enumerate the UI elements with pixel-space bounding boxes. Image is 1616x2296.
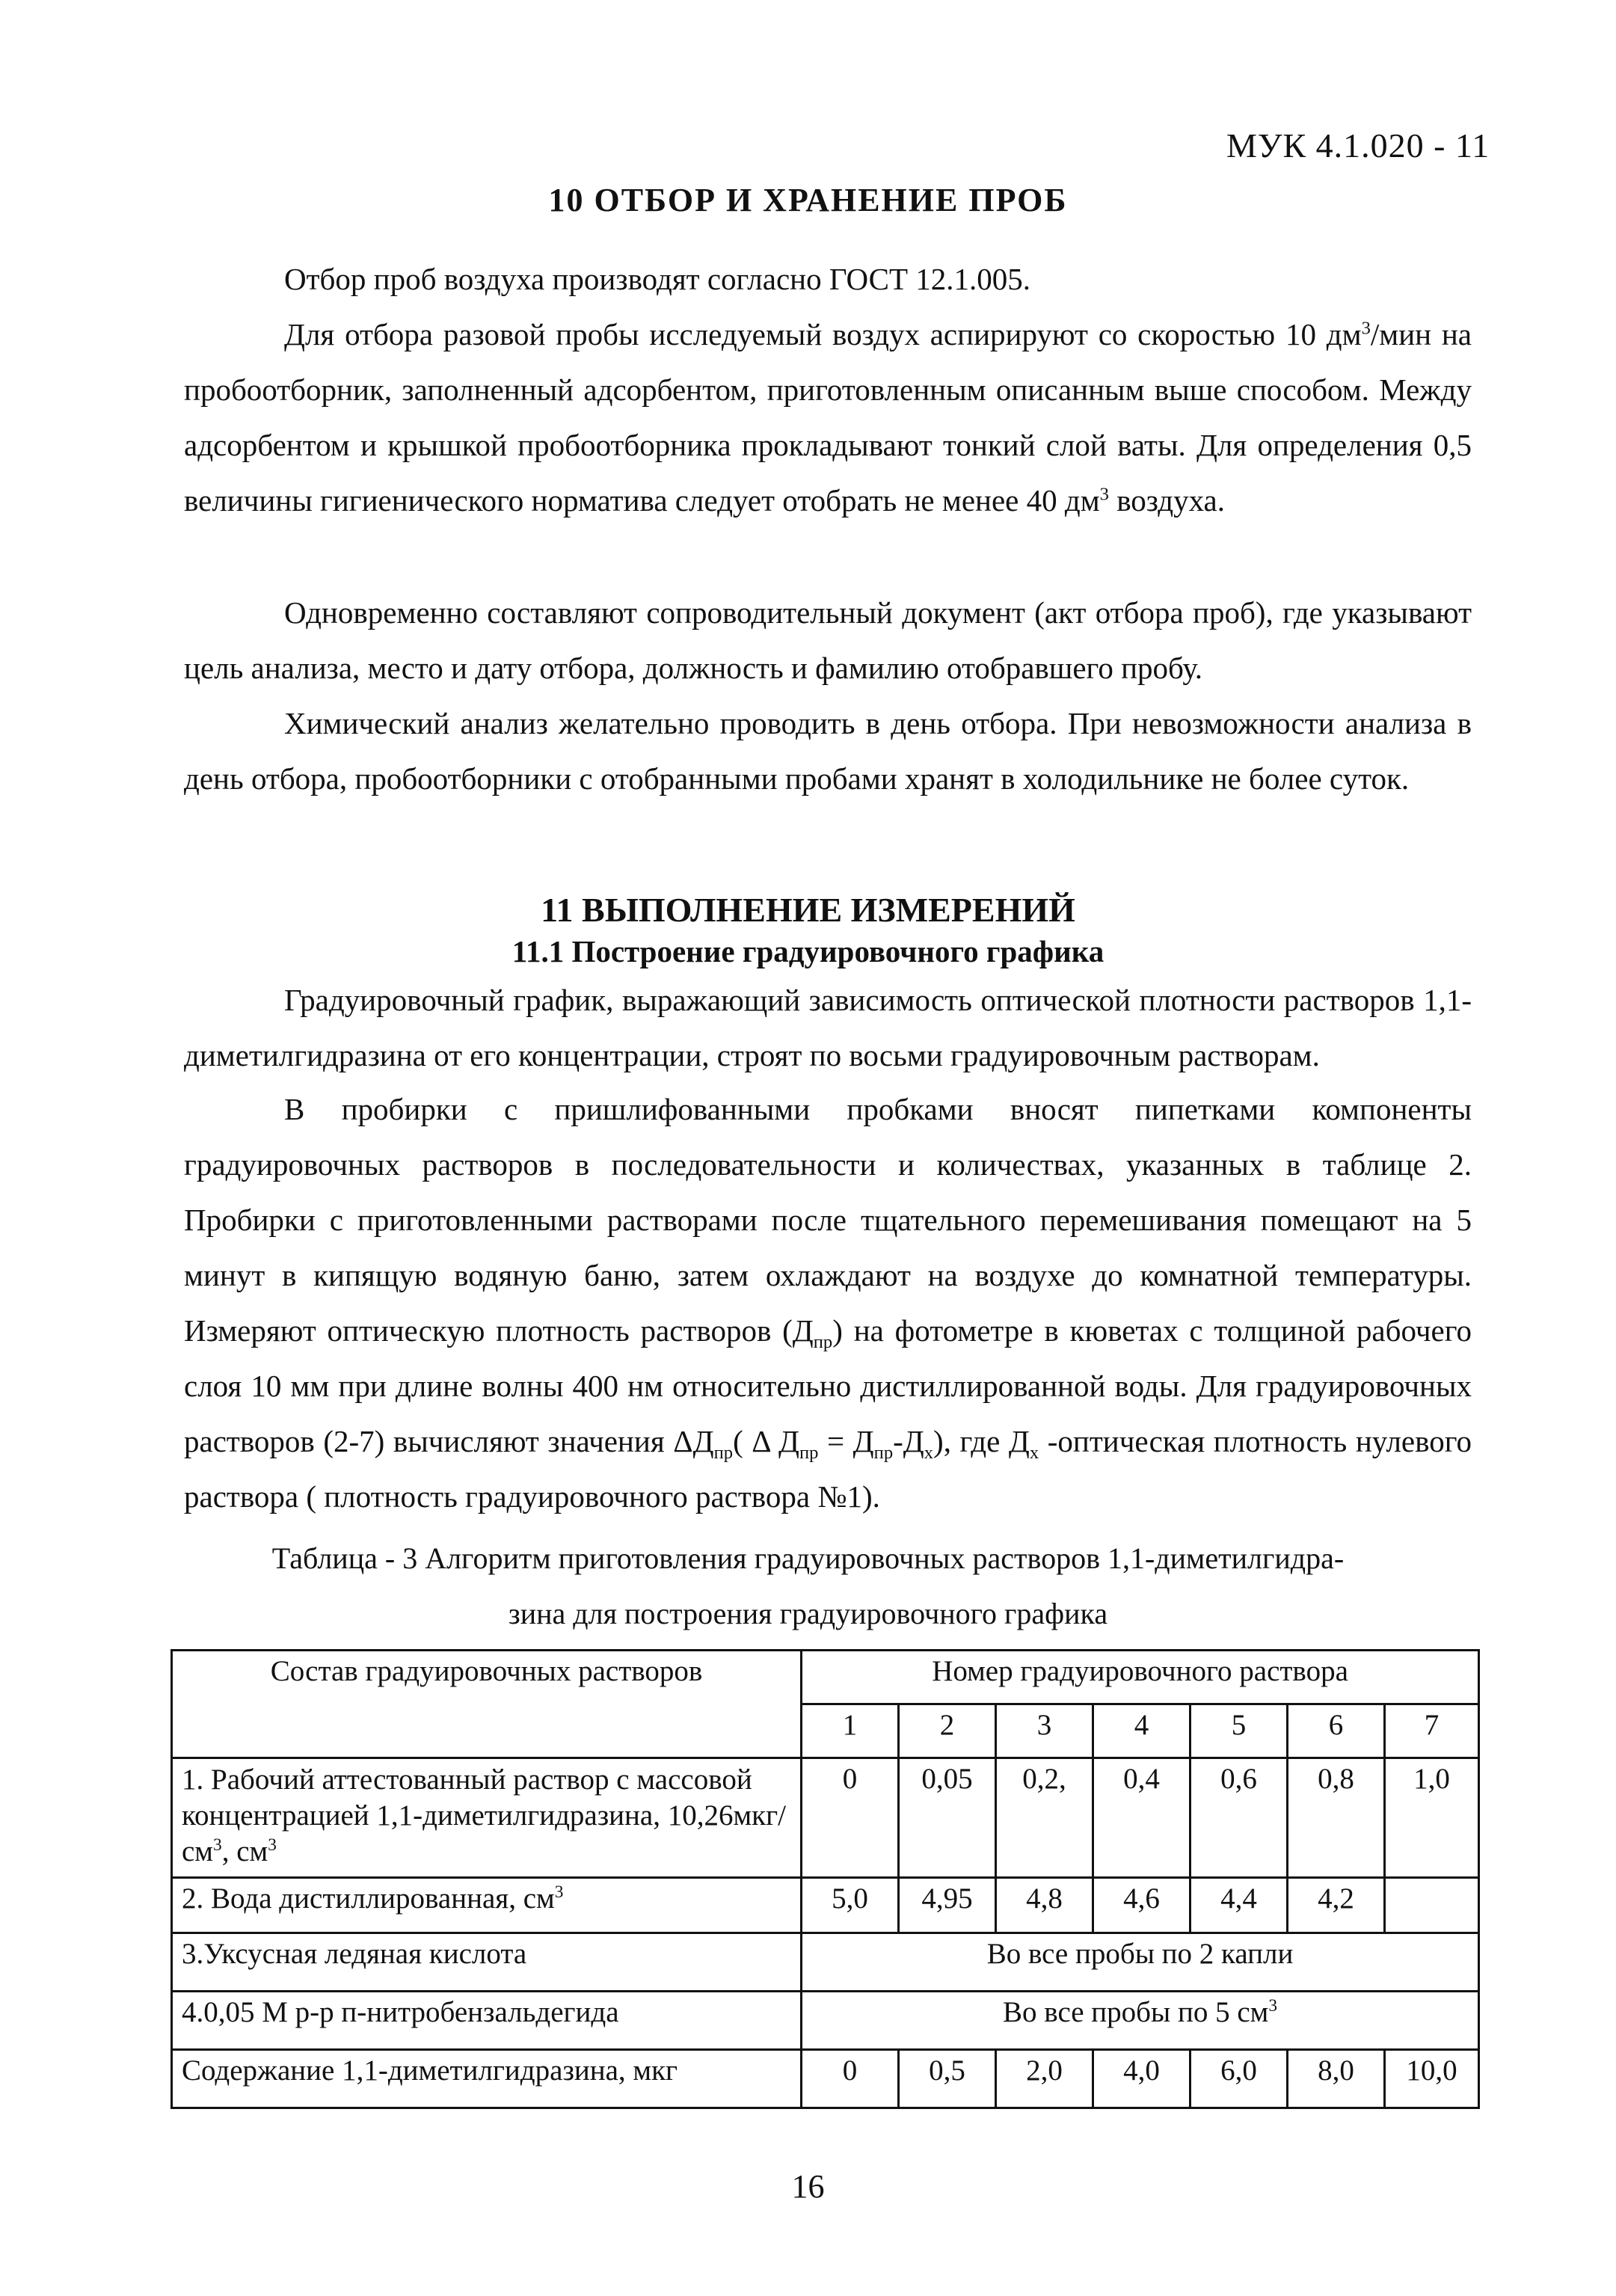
solution-number: 2 — [899, 1704, 996, 1758]
solution-number: 1 — [802, 1704, 899, 1758]
table-cell: 4,95 — [899, 1878, 996, 1933]
table-cell: 2,0 — [996, 2050, 1093, 2108]
table-row — [172, 1758, 1479, 1878]
section-11-paragraph-1: Градуировочный график, выражающий зависимость оптической плотности растворов 1,1- диметилгидразина от его концентрации, строят по восьми градуировочным растворам. — [184, 983, 1472, 1072]
section-11-paragraph-2: В пробирки с пришлифованными пробками вносят пипетками компоненты градуировочных растворов в последовательности и количествах, указанных в таблице 2. Пробирки с приготовленными растворами после тщательного перемешивания помещают на 5 минут в кипящую водяную баню, затем охлаждают на воздухе до комнатной температуры. Измеряют оптическую плотность растворов $(Д_{пр})$ на фотометре в кюветах с толщиной рабочего слоя 10 мм при длине волны 400 нм относительно дистиллированной воды. Для градуировочных растворов (2-7) вычисляют значения $\Delta Д_{пр}$( Δ $Д_{пр} = Д_{пр}-Д_х$), где $Д_х$ -оптическая плотность нулевого раствора ( плотность градуировочного раствора №1). — [184, 1092, 1472, 1514]
table-cell: 0,05 — [899, 1758, 996, 1878]
table-row — [172, 1933, 1479, 1992]
section-10-paragraph-4: Химический анализ желательно проводить в день отбора. При невозможности анализа в день отбора, пробоотборники с отобранными пробами хранят в холодильнике не более суток. — [184, 706, 1472, 796]
table-cell-span: Во все пробы по 5 $см^3$ — [802, 1992, 1479, 2050]
table-cell: 5,0 — [802, 1878, 899, 1933]
solution-number: 4 — [1093, 1704, 1191, 1758]
page-number: 16 — [791, 2168, 825, 2205]
solution-number: 3 — [996, 1704, 1093, 1758]
document-code: МУК 4.1.020 - 11 — [1226, 126, 1490, 165]
row-label: 1. Рабочий аттестованный раствор с массовой концентрацией 1,1-диметилгидразина, $10,26мкг/см^3$, $см^3$ — [172, 1758, 802, 1878]
table-cell: 10,0 — [1385, 2050, 1479, 2108]
table-cell: 4,8 — [996, 1878, 1093, 1933]
table-cell: 8,0 — [1288, 2050, 1385, 2108]
calibration-table — [170, 1649, 1480, 2109]
table-cell: 4,0 — [1093, 2050, 1191, 2108]
solution-number-header: Номер градуировочного раствора — [802, 1651, 1479, 1704]
table-cell-span: Во все пробы по 2 капли — [802, 1933, 1479, 1992]
row-label: 4.0,05 М р-р п-нитробензальдегида — [172, 1992, 802, 2050]
section-10-paragraph-3: Одновременно составляют сопроводительный документ (акт отбора проб), где указывают цель анализа, место и дату отбора, должность и фамилию отобравшего пробу. — [184, 595, 1472, 685]
table-cell: 1,0 — [1385, 1758, 1479, 1878]
table-row — [172, 1878, 1479, 1933]
table-cell: 0,4 — [1093, 1758, 1191, 1878]
table-cell: 4,4 — [1191, 1878, 1288, 1933]
table-cell: 0 — [802, 1758, 899, 1878]
solution-number: 7 — [1385, 1704, 1479, 1758]
table-cell: 0,2, — [996, 1758, 1093, 1878]
table-caption-line-1: Таблица - 3 Алгоритм приготовления градуировочных растворов 1,1-диметилгидра- — [271, 1541, 1345, 1575]
section-10-paragraph-2: Для отбора разовой пробы исследуемый воздух аспирируют со скоростью 10 $дм^3$/мин на пробоотборник, заполненный адсорбентом, приготовленным описанным выше способом. Между адсорбентом и крышкой пробоотборника прокладывают тонкий слой ваты. Для определения 0,5 величины гигиенического норматива следует отобрать не менее 40 $дм^3$ воздуха. — [184, 317, 1472, 518]
row-label: 2. Вода дистиллированная, $см^3$ — [172, 1878, 802, 1933]
table-cell — [1385, 1878, 1479, 1933]
section-10-title: 10 ОТБОР И ХРАНЕНИЕ ПРОБ — [548, 182, 1068, 218]
row-label: 3.Уксусная ледяная кислота — [172, 1933, 802, 1992]
row-label: Содержание 1,1-диметилгидразина, мкг — [172, 2050, 802, 2108]
table-row — [172, 2050, 1479, 2108]
table-row — [172, 1992, 1479, 2050]
table-caption-line-2: зина для построения градуировочного графика — [508, 1597, 1108, 1630]
table-cell: 0,5 — [899, 2050, 996, 2108]
table-cell: 4,6 — [1093, 1878, 1191, 1933]
solution-number: 5 — [1191, 1704, 1288, 1758]
table-cell: 4,2 — [1288, 1878, 1385, 1933]
table-cell: 0 — [802, 2050, 899, 2108]
table-cell: 6,0 — [1191, 2050, 1288, 2108]
section-11-1-subtitle: 11.1 Построение градуировочного графика — [511, 934, 1105, 969]
section-10-paragraph-1: Отбор проб воздуха производят согласно ГОСТ 12.1.005. — [284, 262, 1031, 296]
composition-header: Состав градуировочных растворов — [172, 1651, 802, 1758]
section-11-title: 11 ВЫПОЛНЕНИЕ ИЗМЕРЕНИЙ — [541, 891, 1075, 929]
solution-number: 6 — [1288, 1704, 1385, 1758]
table-cell: 0,6 — [1191, 1758, 1288, 1878]
table-cell: 0,8 — [1288, 1758, 1385, 1878]
